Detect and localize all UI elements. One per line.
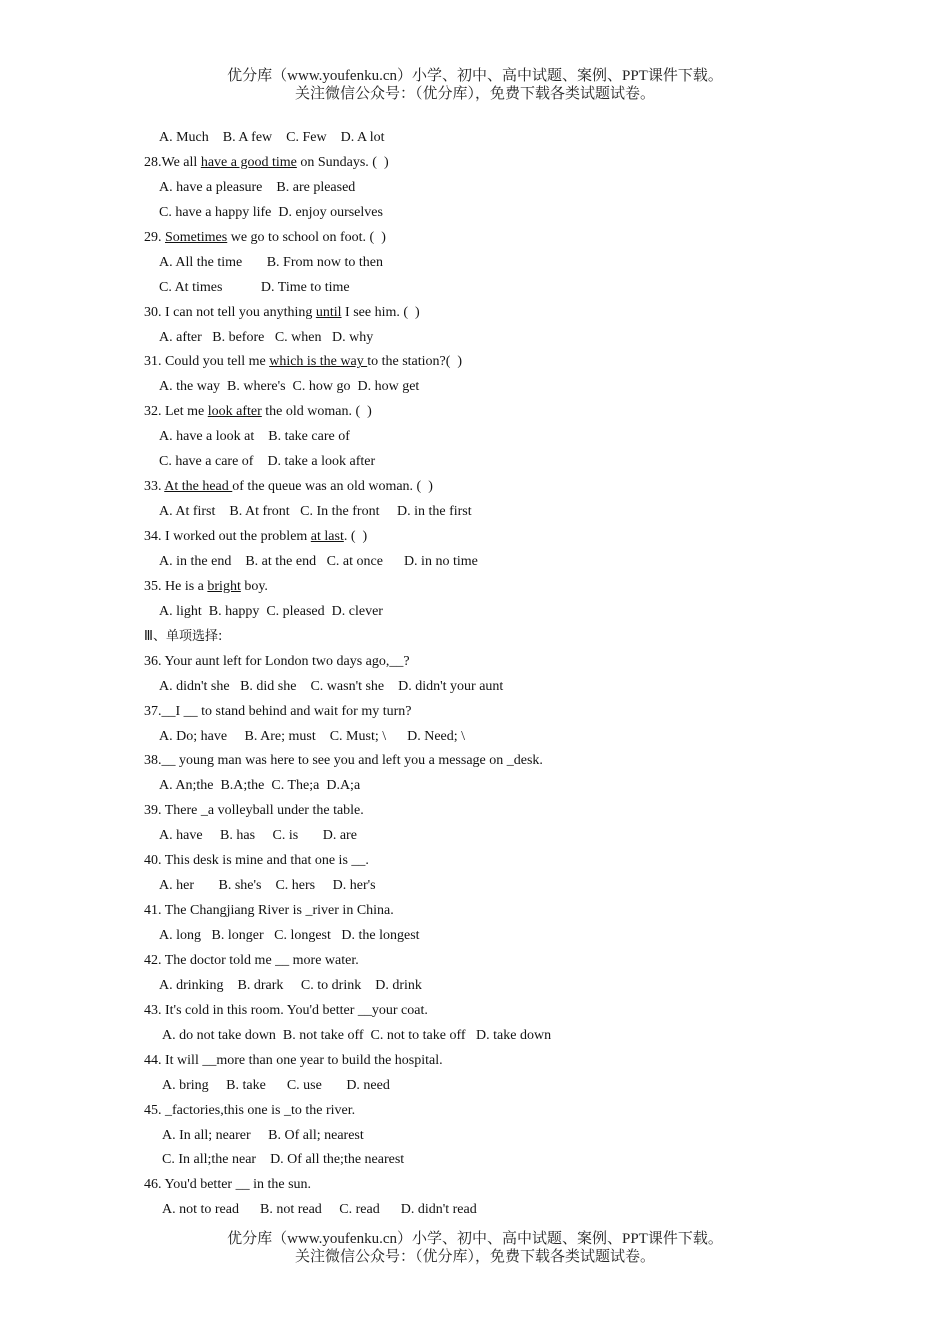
- answer-options: C. have a care of D. take a look after: [159, 454, 376, 470]
- underlined-phrase: at last: [310, 529, 344, 544]
- question-line: [144, 151, 864, 176]
- underlined-phrase: At the head: [164, 479, 233, 495]
- question-line: [144, 400, 864, 425]
- question-text: 33.: [144, 479, 165, 495]
- header-line-2: 关注微信公众号：（优分库），免费下载各类试题试卷。: [294, 86, 655, 102]
- question-text: boy.: [240, 578, 268, 594]
- question-text: 32. Let me: [144, 404, 208, 420]
- footer-line-1: 优分库（www.youfenku.cn）小学、初中、高中试题、案例、PPT课件下载。: [227, 1231, 723, 1247]
- answer-options: A. have a pleasure B. are pleased: [159, 179, 356, 195]
- answer-options: A. long B. longer C. longest D. the longest: [159, 928, 420, 943]
- underlined-phrase: look after: [207, 404, 262, 420]
- question-line: 45. _factories,this one is _to the river.: [144, 1102, 356, 1118]
- header-line-1: 优分库（www.youfenku.cn）小学、初中、高中试题、案例、PPT课件下载。: [227, 68, 723, 84]
- question-line: 39. There _a volleyball under the table.: [144, 803, 364, 819]
- answer-options: A. have a look at B. take care of: [159, 429, 350, 445]
- question-text: . ( ): [343, 529, 368, 544]
- answer-options: A. light B. happy C. pleased D. clever: [159, 603, 383, 619]
- question-text: 29.: [144, 229, 165, 245]
- answer-options: C. In all;the near D. Of all the;the nearest: [162, 1152, 405, 1168]
- answer-options: A. bring B. take C. use D. need: [162, 1077, 390, 1093]
- answer-options: A. do not take down B. not take off C. not to take off D. take down: [162, 1027, 552, 1043]
- answer-options: A. In all; nearer B. Of all; nearest: [162, 1127, 364, 1143]
- question-text: to the station?( ): [367, 354, 463, 370]
- answer-options: A. after B. before C. when D. why: [159, 329, 374, 345]
- answer-options: A. have B. has C. is D. are: [159, 828, 357, 844]
- question-line: 42. The doctor told me __ more water.: [144, 952, 359, 968]
- question-text: of the queue was an old woman. ( ): [232, 479, 433, 495]
- answer-options: A. Much B. A few C. Few D. A lot: [159, 130, 385, 145]
- answer-options: A. in the end B. at the end C. at once D. in no time: [159, 553, 478, 569]
- underlined-phrase: bright: [207, 578, 241, 594]
- answer-options: C. have a happy life D. enjoy ourselves: [159, 204, 383, 220]
- question-line: 37.__I __ to stand behind and wait for my turn?: [144, 703, 412, 719]
- underlined-phrase: Sometimes: [165, 229, 228, 245]
- question-list: [144, 126, 864, 1223]
- question-line: 36. Your aunt left for London two days ago,__?: [144, 653, 410, 669]
- question-line: 44. It will __more than one year to build the hospital.: [144, 1052, 443, 1068]
- question-line: [144, 475, 864, 500]
- answer-options: A. Do; have B. Are; must C. Must; \ D. Need; \: [159, 728, 466, 744]
- question-text: we go to school on foot. ( ): [227, 229, 386, 245]
- page-footer: [0, 1230, 950, 1266]
- question-text: 28.We all: [144, 154, 201, 170]
- answer-options: A. At first B. At front C. In the front D. in the first: [159, 504, 472, 520]
- question-line: 46. You'd better __ in the sun.: [144, 1177, 312, 1193]
- footer-line-2: 关注微信公众号：（优分库），免费下载各类试题试卷。: [294, 1249, 655, 1265]
- answer-options: A. An;the B.A;the C. The;a D.A;a: [159, 778, 361, 794]
- underlined-phrase: until: [315, 304, 342, 320]
- question-line: [144, 575, 864, 600]
- section-heading: Ⅲ、单项选择:: [144, 628, 223, 644]
- answer-options: A. the way B. where's C. how go D. how get: [159, 379, 420, 395]
- page-header: [0, 67, 950, 103]
- question-line: 38.__ young man was here to see you and left you a message on _desk.: [144, 753, 543, 769]
- question-line: [144, 226, 864, 251]
- underlined-phrase: which is the way: [269, 354, 368, 370]
- answer-options: C. At times D. Time to time: [159, 279, 350, 295]
- question-line: [144, 301, 864, 326]
- question-text: I see him. ( ): [341, 304, 420, 320]
- question-text: 34. I worked out the problem: [144, 529, 311, 544]
- question-line: 43. It's cold in this room. You'd better __your coat.: [144, 1002, 428, 1018]
- question-text: 35. He is a: [144, 578, 208, 594]
- answer-options: A. didn't she B. did she C. wasn't she D. didn't your aunt: [159, 678, 504, 694]
- underlined-phrase: have a good time: [200, 154, 297, 170]
- question-line: 40. This desk is mine and that one is __.: [144, 853, 369, 869]
- answer-options: A. drinking B. drark C. to drink D. drink: [159, 977, 422, 993]
- answer-options: A. All the time B. From now to then: [159, 254, 383, 270]
- question-line: [144, 525, 864, 550]
- question-text: 30. I can not tell you anything: [144, 304, 316, 320]
- question-text: 31. Could you tell me: [144, 354, 270, 370]
- question-text: on Sundays. ( ): [296, 154, 389, 170]
- question-line: [144, 350, 864, 375]
- answer-options: A. her B. she's C. hers D. her's: [159, 878, 376, 894]
- question-line: 41. The Changjiang River is _river in China.: [144, 903, 394, 919]
- question-text: the old woman. ( ): [261, 404, 372, 420]
- answer-options: A. not to read B. not read C. read D. didn't read: [162, 1202, 477, 1218]
